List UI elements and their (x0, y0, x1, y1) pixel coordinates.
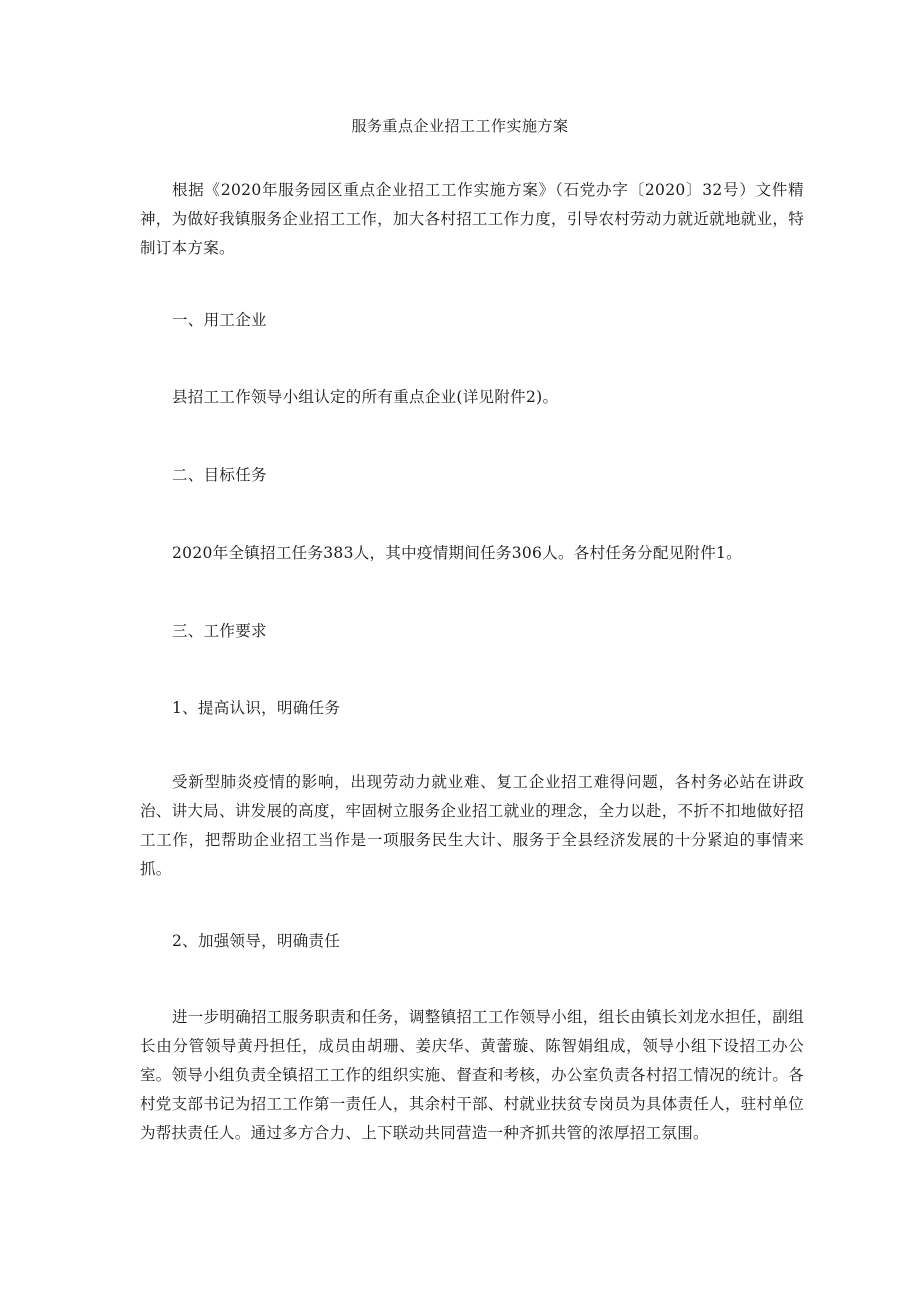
section-heading-employers: 一、用工企业 (172, 311, 267, 329)
document-title: 服务重点企业招工工作实施方案 (351, 117, 569, 135)
subsection-text-leadership: 进一步明确招工服务职责和任务，调整镇招工工作领导小组，组长由镇长刘龙水担任，副组长由分管领导黄丹担任，成员由胡珊、姜庆华、黄蕾璇、陈智娟组成，领导小组下设招工办公室。领导小组负责全镇招工工作的组织实施、督查和考核，办公室负责各村招工情况的统计。各村党支部书记为招工工作第一责任人，其余村干部、村就业扶贫专岗员为具体责任人，驻村单位为帮扶责任人。通过多方合力、上下联动共同营造一种齐抓共管的浓厚招工氛围。 (140, 1008, 805, 1142)
section-heading-requirements: 三、工作要求 (172, 622, 267, 640)
subsection-heading-awareness: 1、提高认识，明确任务 (172, 699, 341, 717)
section-heading-targets: 二、目标任务 (172, 466, 267, 484)
subsection-heading-leadership: 2、加强领导，明确责任 (172, 932, 341, 950)
section-text-targets: 2020年全镇招工任务383人，其中疫情期间任务306人。各村任务分配见附件1。 (172, 544, 742, 562)
subsection-text-awareness: 受新型肺炎疫情的影响，出现劳动力就业难、复工企业招工难得问题，各村务必站在讲政治、讲大局、讲发展的高度，牢固树立服务企业招工就业的理念，全力以赴，不折不扣地做好招工工作，把帮助企业招工当作是一项服务民生大计、服务于全县经济发展的十分紧迫的事情来抓。 (140, 773, 804, 878)
section-text-employers: 县招工工作领导小组认定的所有重点企业(详见附件2)。 (172, 388, 559, 406)
intro-paragraph: 根据《2020年服务园区重点企业招工工作实施方案》（石党办字〔2020〕32号）文件精神，为做好我镇服务企业招工工作，加大各村招工工作力度，引导农村劳动力就近就地就业，特制订本方案。 (140, 181, 804, 257)
